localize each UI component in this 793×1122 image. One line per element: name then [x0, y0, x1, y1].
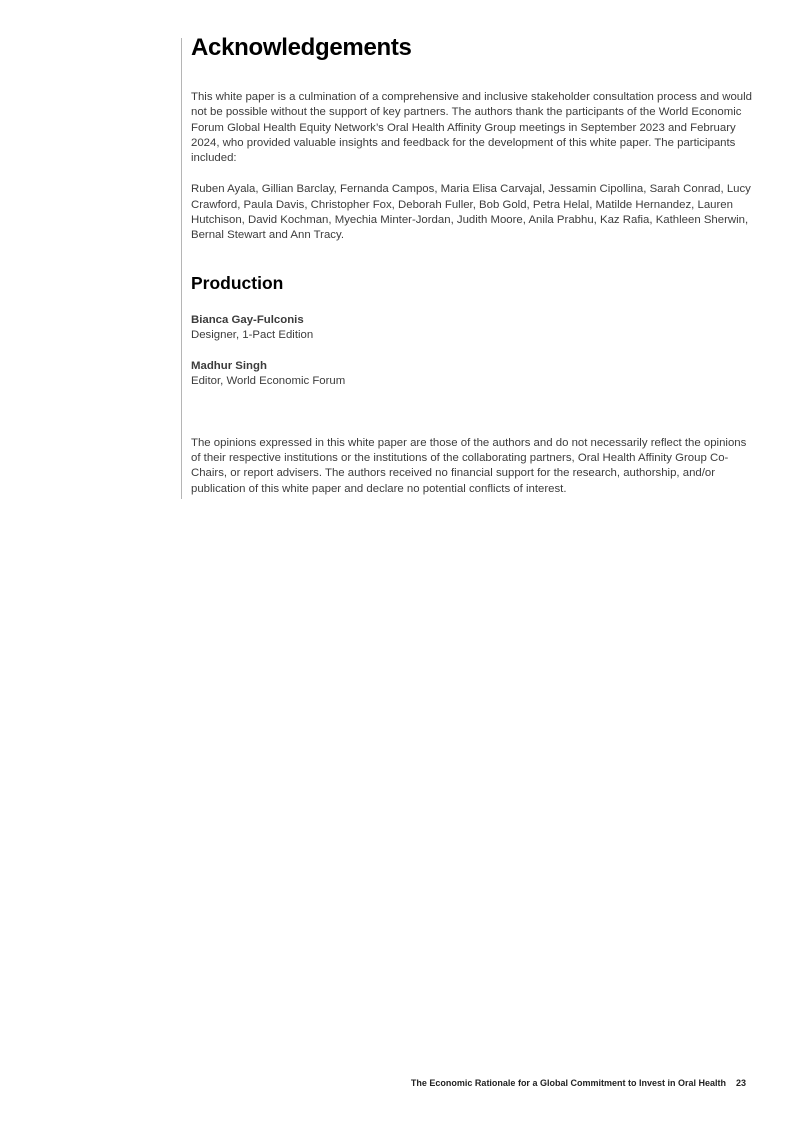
acknowledgements-heading: Acknowledgements: [191, 34, 412, 61]
credit-role: Designer, 1-Pact Edition: [191, 329, 314, 342]
credit-role: Editor, World Economic Forum: [191, 375, 346, 388]
credit-name: Madhur Singh: [191, 359, 267, 372]
credit-name: Bianca Gay-Fulconis: [191, 313, 304, 326]
participants-list-paragraph: Ruben Ayala, Gillian Barclay, Fernanda Campos, Maria Elisa Carvajal, Jessamin Cipollina, Sarah Conrad, Lucy Crawford, Paula Davis, Christopher Fox, Deborah Fuller, Bob Gold, Petra Helal, Matilde Hernandez, Lauren Hutchison, David Kochman, Myechia Minter-Jordan, Judith Moore, Anila Prabhu, Kaz Rafia, Kathleen Sherwin, Bernal Stewart and Ann Tracy.: [191, 183, 751, 242]
production-credit: [191, 359, 757, 390]
page-number: 23: [735, 1078, 746, 1088]
footer-report-title: The Economic Rationale for a Global Commitment to Invest in Oral Health: [410, 1078, 726, 1088]
production-heading: Production: [191, 272, 284, 293]
acknowledgements-intro-paragraph: This white paper is a culmination of a comprehensive and inclusive stakeholder consultation process and would not be possible without the support of key partners. The authors thank the participants of the World Economic Forum Global Health Equity Network’s Oral Health Affinity Group meetings in September 2023 and February 2024, who provided valuable insights and feedback for the development of this white paper. The participants included:: [191, 91, 752, 165]
production-credit: [191, 313, 757, 344]
page-footer: [411, 1077, 746, 1089]
content-column: [181, 34, 757, 499]
disclaimer-paragraph: The opinions expressed in this white paper are those of the authors and do not necessarily reflect the opinions of their respective institutions or the institutions of the collaborating partners, Oral Health Affinity Group Co-Chairs, or report advisers. The authors received no financial support for the research, authorship, and/or publication of this white paper and declare no potential conflicts of interest.: [191, 436, 747, 495]
